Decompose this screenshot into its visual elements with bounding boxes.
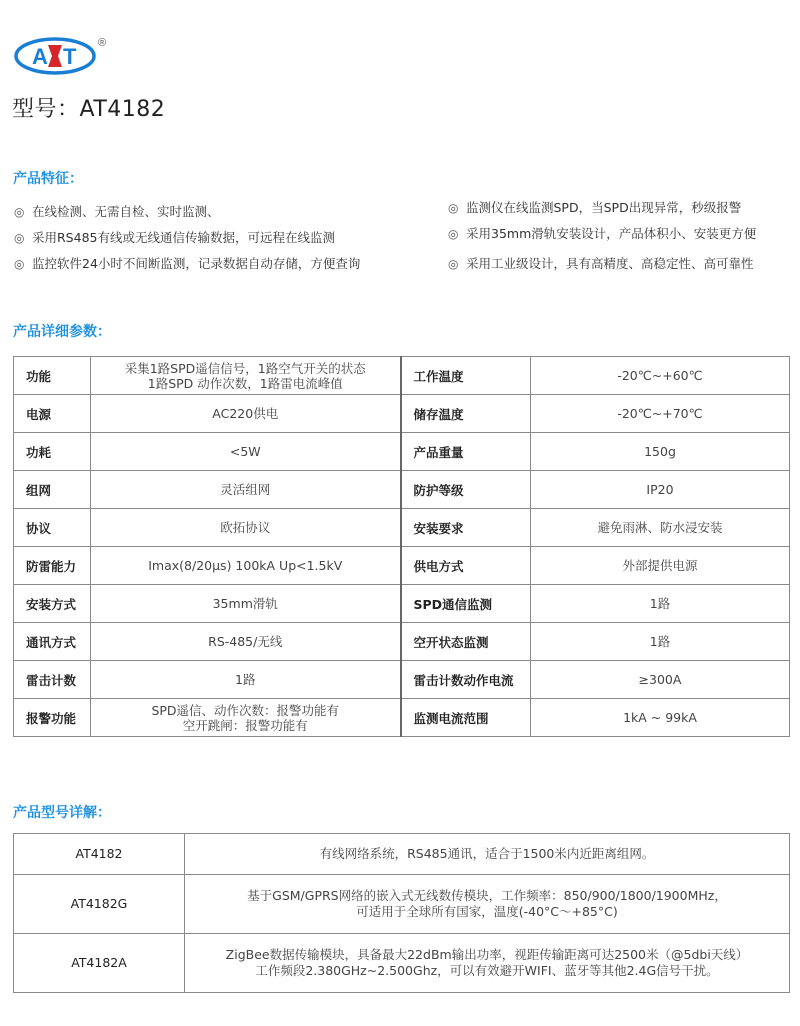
cell-text-line: 1kA ~ 99kA [623,710,697,725]
param-value [91,357,401,395]
cell-text-line: 1路 [649,634,671,649]
param-value [531,471,790,509]
registered-mark: ® [98,37,107,49]
circle-bullet-icon: ◎ [448,201,459,215]
param-label: 供电方式 [401,547,531,585]
param-label: 功能 [14,357,91,395]
params-section-title: 产品详细参数： [13,324,111,340]
model-row [14,875,790,934]
feature-item: ◎ 监控软件24小时不间断监测，记录数据自动存储，方便查询 [14,256,361,271]
models-section-title: 产品型号详解： [13,805,111,821]
params-row [14,471,790,509]
param-value [91,585,401,623]
feature-item: ◎ 采用RS485有线或无线通信传输数据，可远程在线监测 [14,230,335,245]
circle-bullet-icon: ◎ [14,257,25,271]
cell-text-line: 工作频段2.380GHz~2.500Ghz，可以有效避开WIFI、蓝牙等其他2.4G信号干扰。 [255,963,719,978]
param-label: 功耗 [14,433,91,471]
params-row [14,623,790,661]
param-label: 电源 [14,395,91,433]
model-row [14,934,790,993]
cell-text-line: AC220供电 [212,406,279,421]
cell-text-line: 1路 [649,596,671,611]
param-value [531,547,790,585]
model-name: AT4182 [14,834,185,875]
param-value [91,547,401,585]
feature-item: ◎ 采用35mm滑轨安装设计，产品体积小、安装更方便 [448,226,757,241]
params-row [14,699,790,737]
param-value [531,623,790,661]
param-label: 组网 [14,471,91,509]
circle-bullet-icon: ◎ [14,231,25,245]
cell-text-line: 1路SPD 动作次数，1路雷电流峰值 [147,375,343,391]
param-value [531,585,790,623]
param-label: 储存温度 [401,395,531,433]
params-table [13,356,790,737]
features-list [0,196,800,286]
param-label: 防护等级 [401,471,531,509]
cell-text-line: RS-485/无线 [208,634,283,649]
params-row [14,509,790,547]
feature-item: ◎ 采用工业级设计，具有高精度、高稳定性、高可靠性 [448,256,754,271]
params-row [14,395,790,433]
model-row [14,834,790,875]
cell-text-line: 采集1路SPD遥信信号，1路空气开关的状态 [124,360,366,376]
param-value [91,623,401,661]
model-description [185,834,790,875]
models-table [13,833,790,993]
cell-text-line: 35mm滑轨 [212,596,278,611]
cell-text-line: 基于GSM/GPRS网络的嵌入式无线数传模块，工作频率：850/900/1800/1900MHz， [247,888,727,903]
params-row [14,585,790,623]
param-label: 工作温度 [401,357,531,395]
feature-item: ◎ 监测仪在线监测SPD，当SPD出现异常，秒级报警 [448,200,742,215]
logo-hourglass-shape [48,45,62,67]
param-value [531,509,790,547]
param-value [91,509,401,547]
cell-text-line: -20℃~+60℃ [617,368,703,383]
param-value [91,661,401,699]
param-label: SPD通信监测 [401,585,531,623]
axt-logo-icon [14,34,114,78]
cell-text-line: ZigBee数据传输模块，具备最大22dBm输出功率，视距传输距离可达2500米（@5dbi天线） [225,947,749,962]
param-value [91,699,401,737]
cell-text-line: 避免雨淋、防水浸安装 [597,520,723,535]
model-name: AT4182A [14,934,185,993]
param-value [91,471,401,509]
cell-text-line: -20℃~+70℃ [617,406,703,421]
cell-text-line: <5W [229,444,261,459]
param-value [91,433,401,471]
param-value [531,661,790,699]
model-description [185,934,790,993]
feature-item: ◎ 在线检测、无需自检、实时监测、 [14,204,220,219]
circle-bullet-icon: ◎ [14,205,25,219]
param-value [531,357,790,395]
param-label: 雷击计数动作电流 [401,661,531,699]
logo-letter-a: A [32,44,48,69]
param-label: 协议 [14,509,91,547]
param-value [531,699,790,737]
param-value [531,395,790,433]
params-row [14,357,790,395]
param-label: 安装方式 [14,585,91,623]
cell-text-line: Imax(8/20μs) 100kA Up<1.5kV [148,558,343,573]
cell-text-line: 欧拓协议 [220,520,271,535]
cell-text-line: ≥300A [638,672,682,687]
logo-letter-t: T [63,44,77,69]
param-label: 报警功能 [14,699,91,737]
page-title: 型号：AT4182 [12,97,166,122]
cell-text-line: 可适用于全球所有国家，温度(-40°C～+85°C) [356,904,618,919]
cell-text-line: 有线网络系统，RS485通讯，适合于1500米内近距离组网。 [319,846,655,861]
params-row [14,547,790,585]
param-label: 通讯方式 [14,623,91,661]
param-label: 产品重量 [401,433,531,471]
params-row [14,433,790,471]
cell-text-line: 灵活组网 [220,482,271,497]
cell-text-line: 外部提供电源 [622,558,698,573]
cell-text-line: SPD遥信、动作次数：报警功能有 [151,702,340,718]
param-label: 防雷能力 [14,547,91,585]
param-label: 雷击计数 [14,661,91,699]
circle-bullet-icon: ◎ [448,257,459,271]
circle-bullet-icon: ◎ [448,227,459,241]
cell-text-line: 150g [644,444,676,459]
model-name: AT4182G [14,875,185,934]
cell-text-line: 1路 [235,672,256,687]
features-section-title: 产品特征： [13,171,83,187]
param-label: 监测电流范围 [401,699,531,737]
cell-text-line: IP20 [646,482,674,497]
param-value [91,395,401,433]
params-row [14,661,790,699]
cell-text-line: 空开跳闸：报警功能有 [182,717,308,733]
param-label: 安装要求 [401,509,531,547]
param-value [531,433,790,471]
model-description [185,875,790,934]
param-label: 空开状态监测 [401,623,531,661]
brand-logo [14,34,114,78]
